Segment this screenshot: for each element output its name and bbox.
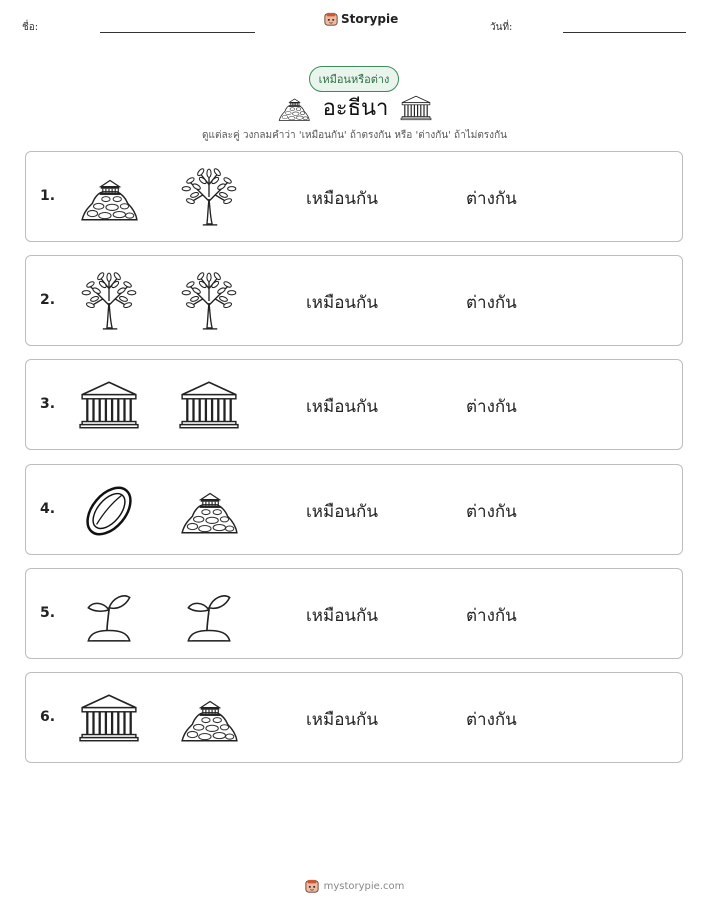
acropolis-icon — [178, 687, 240, 749]
brand-name: Storypie — [341, 12, 399, 26]
same-option[interactable]: เหมือนกัน — [306, 710, 378, 730]
question-number: 5. — [40, 605, 56, 621]
instructions: ดูแต่ละคู่ วงกลมคำว่า 'เหมือนกัน' ถ้าตรงกัน หรือ 'ต่างกัน' ถ้าไม่ตรงกัน — [202, 130, 507, 141]
worksheet-type-badge: เหมือนหรือต่าง — [309, 66, 399, 92]
question-number: 6. — [40, 709, 56, 725]
temple-icon — [78, 687, 140, 749]
different-option[interactable]: ต่างกัน — [466, 606, 517, 626]
question-card — [25, 464, 683, 555]
page-title: อะธีนา — [322, 96, 389, 121]
olive-tree-icon — [178, 270, 240, 332]
temple-icon — [78, 374, 140, 436]
storypie-logo-icon — [324, 12, 338, 26]
name-label: ชื่อ: — [22, 22, 39, 33]
sprout-icon — [178, 583, 240, 645]
question-card — [25, 672, 683, 763]
name-write-line[interactable] — [100, 32, 255, 33]
brand — [324, 12, 398, 26]
olive-tree-icon — [78, 270, 140, 332]
different-option[interactable]: ต่างกัน — [466, 189, 517, 209]
same-option[interactable]: เหมือนกัน — [306, 606, 378, 626]
different-option[interactable]: ต่างกัน — [466, 397, 517, 417]
same-option[interactable]: เหมือนกัน — [306, 502, 378, 522]
acropolis-icon — [78, 166, 140, 228]
question-number: 4. — [40, 501, 56, 517]
same-option[interactable]: เหมือนกัน — [306, 397, 378, 417]
question-card — [25, 255, 683, 346]
question-card — [25, 568, 683, 659]
title-row — [0, 90, 709, 125]
different-option[interactable]: ต่างกัน — [466, 293, 517, 313]
acropolis-icon — [277, 91, 311, 125]
olive-seed-icon — [78, 479, 140, 541]
olive-tree-icon — [178, 166, 240, 228]
footer — [0, 879, 709, 893]
different-option[interactable]: ต่างกัน — [466, 502, 517, 522]
sprout-icon — [78, 583, 140, 645]
question-number: 2. — [40, 292, 56, 308]
date-label: วันที่: — [490, 22, 513, 33]
question-number: 3. — [40, 396, 56, 412]
same-option[interactable]: เหมือนกัน — [306, 189, 378, 209]
different-option[interactable]: ต่างกัน — [466, 710, 517, 730]
acropolis-icon — [178, 479, 240, 541]
same-option[interactable]: เหมือนกัน — [306, 293, 378, 313]
temple-icon — [178, 374, 240, 436]
question-card — [25, 151, 683, 242]
storypie-logo-icon — [305, 879, 319, 893]
footer-url: mystorypie.com — [323, 880, 405, 892]
question-card — [25, 359, 683, 450]
question-number: 1. — [40, 188, 56, 204]
temple-icon — [400, 92, 432, 124]
date-write-line[interactable] — [563, 32, 686, 33]
